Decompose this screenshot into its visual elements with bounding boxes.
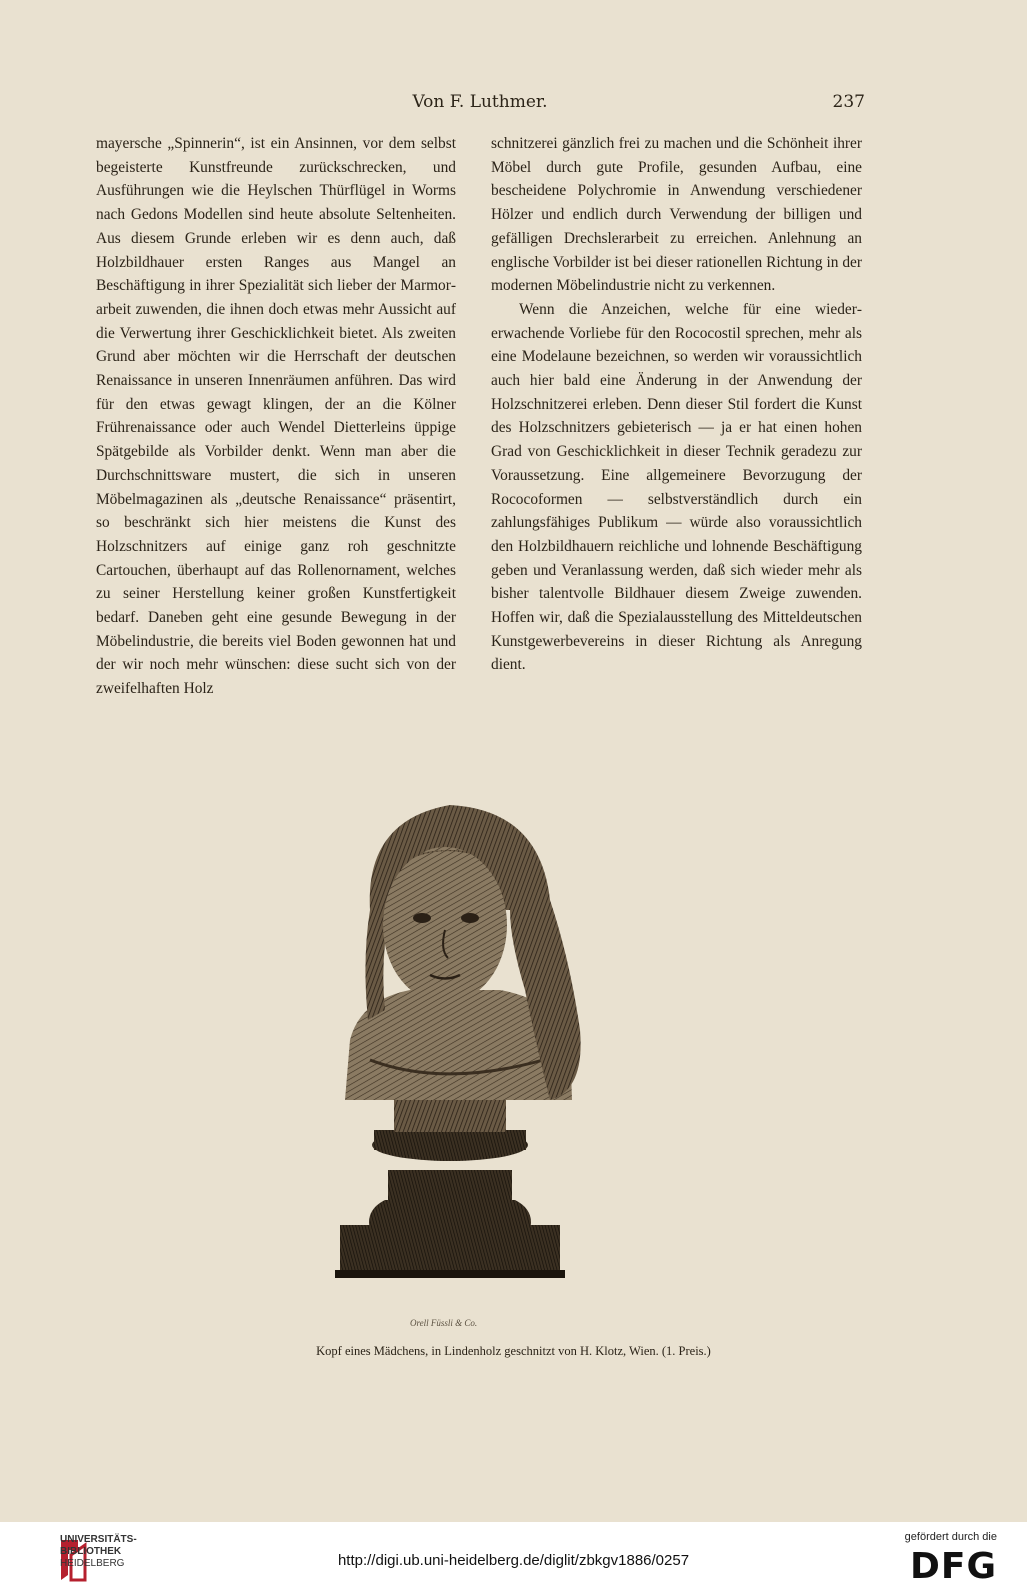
running-title: Von F. Luthmer. [412, 92, 548, 112]
page-header [95, 92, 865, 116]
library-name: UNIVERSITÄTS- BIBLIOTHEK HEIDELBERG [60, 1534, 137, 1569]
left-paragraph: mayersche „Spinnerin“, ist ein Ansinnen, vor dem selbst begeisterte Kunstfreunde zurückschrecken, und Ausführungen wie die Heylschen Thürflügel in Worms nach Gedons Modellen sind heute absolute Seltenheiten. Aus diesem Grunde erleben wir es denn auch, daß Holzbildhauer ersten Ranges aus Mangel an Beschäftigung in ihrer Spezialität sich lieber der Marmorarbeit zuwenden, die ihnen doch etwas mehr Aussicht auf die Verwertung ihrer Geschicklichkeit bietet. Als zweiten Grund aber möchten wir die Herrschaft der deutschen Renaissance in unseren Innenräumen anführen. Das wird für den etwas gewagt klingen, der an die Kölner Frührenaissance oder auch Wendel Dietterleins üppige Spätgebilde als Vorbilder denkt. Wenn man aber die Durchschnittsware mustert, die sich in unseren Möbelmagazinen als „deutsche Renaissance“ präsentirt, so beschränkt sich hier meistens die Kunst des Holzschnitzers auf einige ganz roh geschnitzte Cartouchen, überhaupt auf das Rollenornament, welches zu seiner Herstellung keiner großen Kunstfertigkeit bedarf. Daneben geht eine gesunde Bewegung in der Möbelindustrie, die bereits viel Boden gewonnen hat und der wir noch mehr wünschen: diese sucht sich von der zweifelhaften Holz [96, 135, 456, 698]
figure-caption: Kopf eines Mädchens, in Lindenholz geschnitzt von H. Klotz, Wien. (1. Preis.) [316, 1344, 711, 1358]
right-column [491, 132, 862, 677]
permalink-url[interactable]: http://digi.ub.uni-heidelberg.de/diglit/zbkgv1886/0257 [337, 1552, 690, 1569]
bust-block [394, 1100, 506, 1132]
page-number: 237 [832, 92, 865, 112]
right-paragraph-1: schnitzerei gänzlich frei zu machen und die Schönheit ihrer Möbel durch gute Profile, gesunden Aufbau, eine bescheidene Polychromie in Anwendung verschiedener Hölzer und endlich durch Verwendung der billigen und gefälligen Drechslerarbeit zu erreichen. Anlehnung an englische Vorbilder ist bei dieser rationellen Richtung in der modernen Möbelindustrie nicht zu verkennen. [491, 135, 862, 295]
pedestal-stem [388, 1170, 512, 1202]
dfg-logo[interactable]: DFG [909, 1546, 997, 1587]
funded-by-label: gefördert durch die [904, 1531, 997, 1543]
left-column [96, 132, 456, 701]
engraver-signature: Orell Füssli & Co. [410, 1318, 478, 1328]
bust-illustration [310, 790, 710, 1315]
plinth-base [340, 1225, 560, 1275]
right-paragraph-2: Wenn die Anzeichen, welche für eine wiedererwachende Vorliebe für den Rococostil sprechen, mehr als eine Modelaune bezeichnen, so werden wir voraussichtlich auch hier bald eine Änderung in der Anwendung der Holzschnitzerei erleben. Denn dieser Stil fordert die Kunst des Holzschnitzers gebieterisch — ja er hat einen hohen Grad von Geschicklichkeit in dieser Technik geradezu zur Voraussetzung. Eine allgemeinere Bevorzugung der Rococoformen — selbstverständlich durch ein zahlungsfähiges Publikum — würde also voraussichtlich den Holzbildhauern reichliche und lohnende Beschäftigung geben und Veranlassung werden, daß sich wieder mehr als bisher talentvolle Bildhauer diesem Zweige zuwenden. Hoffen wir, daß die Spezialausstellung des Mitteldeutschen Kunstgewerbevereins in dieser Richtung als Anregung dient. [491, 300, 862, 674]
pedestal-foot [369, 1200, 531, 1230]
